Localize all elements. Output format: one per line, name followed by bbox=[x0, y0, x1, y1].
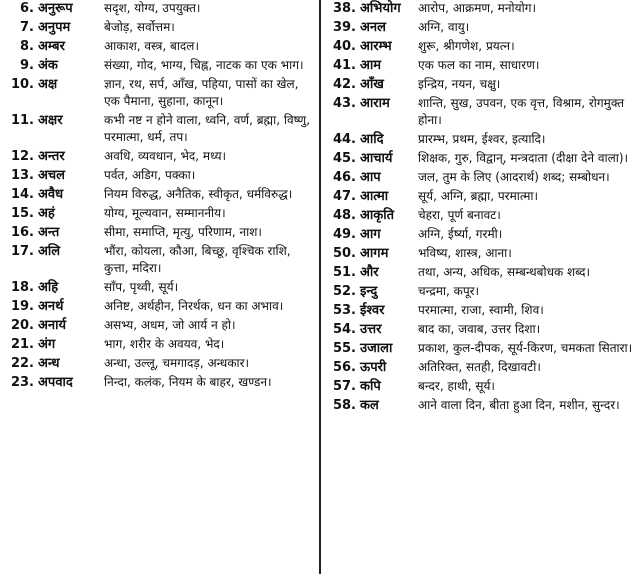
entry-meaning: जल, तुम के लिए (आदरार्थ) शब्द; सम्बोधन। bbox=[418, 170, 610, 184]
headword bbox=[322, 245, 418, 262]
entry-row bbox=[0, 38, 318, 55]
headword bbox=[322, 226, 418, 243]
headword bbox=[322, 283, 418, 300]
entry-row bbox=[322, 131, 640, 148]
entry-row bbox=[0, 224, 318, 241]
entry-word: अनुरूप bbox=[38, 1, 73, 16]
entry-number: 12. bbox=[10, 149, 34, 164]
headword bbox=[322, 38, 418, 55]
entry-word: कपि bbox=[360, 379, 381, 394]
entry-word: कल bbox=[360, 398, 379, 413]
entry-row bbox=[322, 245, 640, 262]
entry-meaning: संख्या, गोद, भाग्य, चिह्न, नाटक का एक भाग। bbox=[104, 58, 304, 72]
headword bbox=[322, 150, 418, 167]
entry-word: आम bbox=[360, 58, 382, 73]
entry-meaning: शान्ति, सुख, उपवन, एक वृत्त, विश्राम, रोगमुक्त होना। bbox=[418, 96, 625, 127]
entry-number: 55. bbox=[332, 341, 356, 356]
entry-number: 6. bbox=[20, 1, 34, 16]
entry-row bbox=[322, 207, 640, 224]
entry-number: 52. bbox=[332, 284, 356, 299]
entry-word: आरम्भ bbox=[360, 39, 392, 54]
entry-row bbox=[322, 188, 640, 205]
entry-word: अलि bbox=[38, 244, 61, 259]
entry-word: अनल bbox=[360, 20, 386, 35]
entry-word: आग bbox=[360, 227, 381, 242]
entry-number: 54. bbox=[332, 322, 356, 337]
entry-row bbox=[0, 186, 318, 203]
headword bbox=[0, 374, 104, 391]
entry-word: आराम bbox=[360, 96, 390, 111]
entry-row bbox=[322, 359, 640, 376]
headword bbox=[322, 359, 418, 376]
entry-number: 46. bbox=[332, 170, 356, 185]
headword bbox=[322, 207, 418, 224]
entry-number: 38. bbox=[332, 1, 356, 16]
entry-meaning: शिक्षक, गुरु, विद्वान्, मन्त्रदाता (दीक्षा देने वाला)। bbox=[418, 151, 629, 165]
entry-number: 11. bbox=[10, 113, 34, 128]
entry-meaning: सूर्य, अग्नि, ब्रह्मा, परमात्मा। bbox=[418, 189, 539, 203]
entry-word: अक्ष bbox=[38, 77, 58, 92]
headword bbox=[322, 76, 418, 93]
entry-number: 45. bbox=[332, 151, 356, 166]
entry-meaning: आरोप, आक्रमण, मनोयोग। bbox=[418, 1, 537, 15]
entry-row bbox=[322, 150, 640, 167]
entry-row bbox=[0, 355, 318, 372]
entry-meaning: योग्य, मूल्यवान, सम्माननीय। bbox=[104, 206, 226, 220]
entry-word: अहि bbox=[38, 280, 59, 295]
entry-number: 43. bbox=[332, 96, 356, 111]
headword bbox=[0, 298, 104, 315]
entry-row bbox=[0, 243, 318, 277]
entry-meaning: शुरू, श्रीगणेश, प्रयत्न। bbox=[418, 39, 515, 53]
entry-word: अंग bbox=[38, 337, 56, 352]
entry-meaning: बेजोड़, सर्वोत्तम। bbox=[104, 20, 175, 34]
entry-number: 49. bbox=[332, 227, 356, 242]
entry-number: 10. bbox=[10, 77, 34, 92]
headword bbox=[0, 167, 104, 184]
headword bbox=[0, 243, 104, 260]
headword bbox=[322, 340, 418, 357]
entry-row bbox=[0, 57, 318, 74]
headword bbox=[322, 57, 418, 74]
entry-meaning: अवधि, व्यवधान, भेद, मध्य। bbox=[104, 149, 227, 163]
entry-row bbox=[322, 226, 640, 243]
entry-row bbox=[322, 169, 640, 186]
entry-word: अनार्य bbox=[38, 318, 67, 333]
entry-row bbox=[322, 378, 640, 395]
entry-number: 44. bbox=[332, 132, 356, 147]
entry-row bbox=[0, 19, 318, 36]
entry-meaning: बन्दर, हाथी, सूर्य। bbox=[418, 379, 495, 393]
entry-word: ईश्वर bbox=[360, 303, 385, 318]
entry-meaning: चन्द्रमा, कपूर। bbox=[418, 284, 480, 298]
entry-word: अवैध bbox=[38, 187, 64, 202]
entry-meaning: अनिष्ट, अर्थहीन, निरर्थक, धन का अभाव। bbox=[104, 299, 284, 313]
entry-row bbox=[322, 283, 640, 300]
entry-meaning: निन्दा, कलंक, नियम के बाहर, खण्डन। bbox=[104, 375, 272, 389]
entry-meaning: एक फल का नाम, साधारण। bbox=[418, 58, 540, 72]
entry-row bbox=[322, 38, 640, 55]
headword bbox=[322, 95, 418, 112]
entry-meaning: ज्ञान, रथ, सर्प, आँख, पहिया, पासों का खेल, एक पैमाना, सुहाना, कानून। bbox=[104, 77, 299, 108]
entry-row bbox=[0, 317, 318, 334]
headword bbox=[322, 169, 418, 186]
entry-number: 57. bbox=[332, 379, 356, 394]
entry-row bbox=[322, 19, 640, 36]
entry-number: 22. bbox=[10, 356, 34, 371]
headword bbox=[0, 112, 104, 129]
headword bbox=[322, 131, 418, 148]
entry-meaning: अग्नि, वायु। bbox=[418, 20, 470, 34]
entry-word: आत्मा bbox=[360, 189, 389, 204]
column-divider bbox=[319, 0, 321, 574]
entry-row bbox=[322, 0, 640, 17]
entry-meaning: चेहरा, पूर्ण बनावट। bbox=[418, 208, 501, 222]
entry-meaning: प्रारम्भ, प्रथम, ईश्वर, इत्यादि। bbox=[418, 132, 546, 146]
entry-meaning: आकाश, वस्त्र, बादल। bbox=[104, 39, 199, 53]
headword bbox=[0, 186, 104, 203]
entry-meaning: सीमा, समाप्ति, मृत्यु, परिणाम, नाश। bbox=[104, 225, 262, 239]
entry-word: इन्दु bbox=[360, 284, 378, 299]
entry-row bbox=[322, 264, 640, 281]
entry-word: अंक bbox=[38, 58, 58, 73]
headword bbox=[0, 148, 104, 165]
entry-number: 9. bbox=[20, 58, 34, 73]
entry-word: ऊपरी bbox=[360, 360, 387, 375]
entry-word: अन्ध bbox=[38, 356, 60, 371]
entry-number: 21. bbox=[10, 337, 34, 352]
entry-number: 41. bbox=[332, 58, 356, 73]
entry-number: 56. bbox=[332, 360, 356, 375]
entry-word: आकृति bbox=[360, 208, 395, 223]
headword bbox=[322, 397, 418, 414]
headword bbox=[0, 76, 104, 93]
headword bbox=[322, 0, 418, 17]
entry-number: 7. bbox=[20, 20, 34, 35]
entry-meaning: असभ्य, अधम, जो आर्य न हो। bbox=[104, 318, 236, 332]
entry-meaning: तथा, अन्य, अधिक, सम्बन्धबोधक शब्द। bbox=[418, 265, 591, 279]
headword bbox=[0, 205, 104, 222]
headword bbox=[322, 378, 418, 395]
entry-meaning: अतिरिक्त, सतही, दिखावटी। bbox=[418, 360, 541, 374]
entry-number: 18. bbox=[10, 280, 34, 295]
headword bbox=[0, 224, 104, 241]
entry-row bbox=[322, 302, 640, 319]
entry-number: 50. bbox=[332, 246, 356, 261]
entry-word: आगम bbox=[360, 246, 389, 261]
entry-number: 20. bbox=[10, 318, 34, 333]
entry-meaning: पर्वत, अडिग, पक्का। bbox=[104, 168, 196, 182]
entry-number: 39. bbox=[332, 20, 356, 35]
entry-meaning: अग्नि, ईर्ष्या, गरमी। bbox=[418, 227, 503, 241]
entry-number: 51. bbox=[332, 265, 356, 280]
headword bbox=[0, 355, 104, 372]
right-column bbox=[322, 0, 640, 574]
entry-number: 47. bbox=[332, 189, 356, 204]
entry-row bbox=[0, 167, 318, 184]
entry-number: 16. bbox=[10, 225, 34, 240]
entry-number: 42. bbox=[332, 77, 356, 92]
entry-row bbox=[0, 374, 318, 391]
entry-meaning: भविष्य, शास्त्र, आना। bbox=[418, 246, 512, 260]
entry-meaning: आने वाला दिन, बीता हुआ दिन, मशीन, सुन्दर। bbox=[418, 398, 620, 412]
entry-number: 53. bbox=[332, 303, 356, 318]
entry-row bbox=[0, 112, 318, 146]
headword bbox=[0, 38, 104, 55]
entry-number: 58. bbox=[332, 398, 356, 413]
entry-number: 17. bbox=[10, 244, 34, 259]
entry-word: आप bbox=[360, 170, 381, 185]
entry-meaning: सदृश, योग्य, उपयुक्त। bbox=[104, 1, 201, 15]
entry-number: 8. bbox=[20, 39, 34, 54]
headword bbox=[322, 264, 418, 281]
entry-word: अक्षर bbox=[38, 113, 63, 128]
entry-meaning: परमात्मा, राजा, स्वामी, शिव। bbox=[418, 303, 544, 317]
entry-number: 48. bbox=[332, 208, 356, 223]
entry-row bbox=[322, 340, 640, 357]
headword bbox=[0, 57, 104, 74]
entry-meaning: इन्द्रिय, नयन, चक्षु। bbox=[418, 77, 501, 91]
entry-word: अपवाद bbox=[38, 375, 73, 390]
entry-word: अम्बर bbox=[38, 39, 65, 54]
entry-word: और bbox=[360, 265, 379, 280]
headword bbox=[0, 336, 104, 353]
entry-number: 15. bbox=[10, 206, 34, 221]
entry-row bbox=[322, 95, 640, 129]
entry-word: अन्तर bbox=[38, 149, 65, 164]
entry-number: 23. bbox=[10, 375, 34, 390]
entry-row bbox=[0, 205, 318, 222]
entry-meaning: भाग, शरीर के अवयव, भेद। bbox=[104, 337, 225, 351]
entry-meaning: कभी नष्ट न होने वाला, ध्वनि, वर्ण, ब्रह्मा, विष्णु, परमात्मा, धर्म, तप। bbox=[104, 113, 311, 144]
entry-word: अभियोग bbox=[360, 1, 401, 16]
entry-row bbox=[322, 57, 640, 74]
entry-row bbox=[0, 76, 318, 110]
headword bbox=[0, 19, 104, 36]
entry-word: उत्तर bbox=[360, 322, 382, 337]
entry-row bbox=[0, 298, 318, 315]
entry-meaning: साँप, पृथ्वी, सूर्य। bbox=[104, 280, 179, 294]
headword bbox=[322, 321, 418, 338]
entry-meaning: अन्धा, उल्लू, चमगादड़, अन्धकार। bbox=[104, 356, 250, 370]
entry-word: आचार्य bbox=[360, 151, 393, 166]
headword bbox=[322, 302, 418, 319]
entry-meaning: भौंरा, कोयला, कौआ, बिच्छू, वृश्चिक राशि, कुत्ता, मदिरा। bbox=[104, 244, 291, 275]
entry-word: अनर्थ bbox=[38, 299, 64, 314]
entry-meaning: प्रकाश, कुल-दीपक, सूर्य-किरण, चमकता सितारा। bbox=[418, 341, 633, 355]
entry-row bbox=[322, 321, 640, 338]
entry-number: 13. bbox=[10, 168, 34, 183]
entry-word: आदि bbox=[360, 132, 384, 147]
entry-number: 40. bbox=[332, 39, 356, 54]
entry-row bbox=[0, 0, 318, 17]
entry-word: अचल bbox=[38, 168, 66, 183]
headword bbox=[0, 317, 104, 334]
entry-meaning: नियम विरुद्ध, अनैतिक, स्वीकृत, धर्मविरुद्ध। bbox=[104, 187, 293, 201]
entry-word: आँख bbox=[360, 77, 384, 92]
left-column bbox=[0, 0, 318, 574]
headword bbox=[322, 188, 418, 205]
headword bbox=[322, 19, 418, 36]
entry-word: अहं bbox=[38, 206, 55, 221]
headword bbox=[0, 279, 104, 296]
entry-word: अनुपम bbox=[38, 20, 71, 35]
entry-row bbox=[322, 397, 640, 414]
entry-word: उजाला bbox=[360, 341, 393, 356]
entry-row bbox=[322, 76, 640, 93]
entry-word: अन्त bbox=[38, 225, 60, 240]
entry-number: 14. bbox=[10, 187, 34, 202]
entry-row bbox=[0, 279, 318, 296]
entry-row bbox=[0, 336, 318, 353]
entry-meaning: बाद का, जवाब, उत्तर दिशा। bbox=[418, 322, 541, 336]
entry-row bbox=[0, 148, 318, 165]
headword bbox=[0, 0, 104, 17]
entry-number: 19. bbox=[10, 299, 34, 314]
